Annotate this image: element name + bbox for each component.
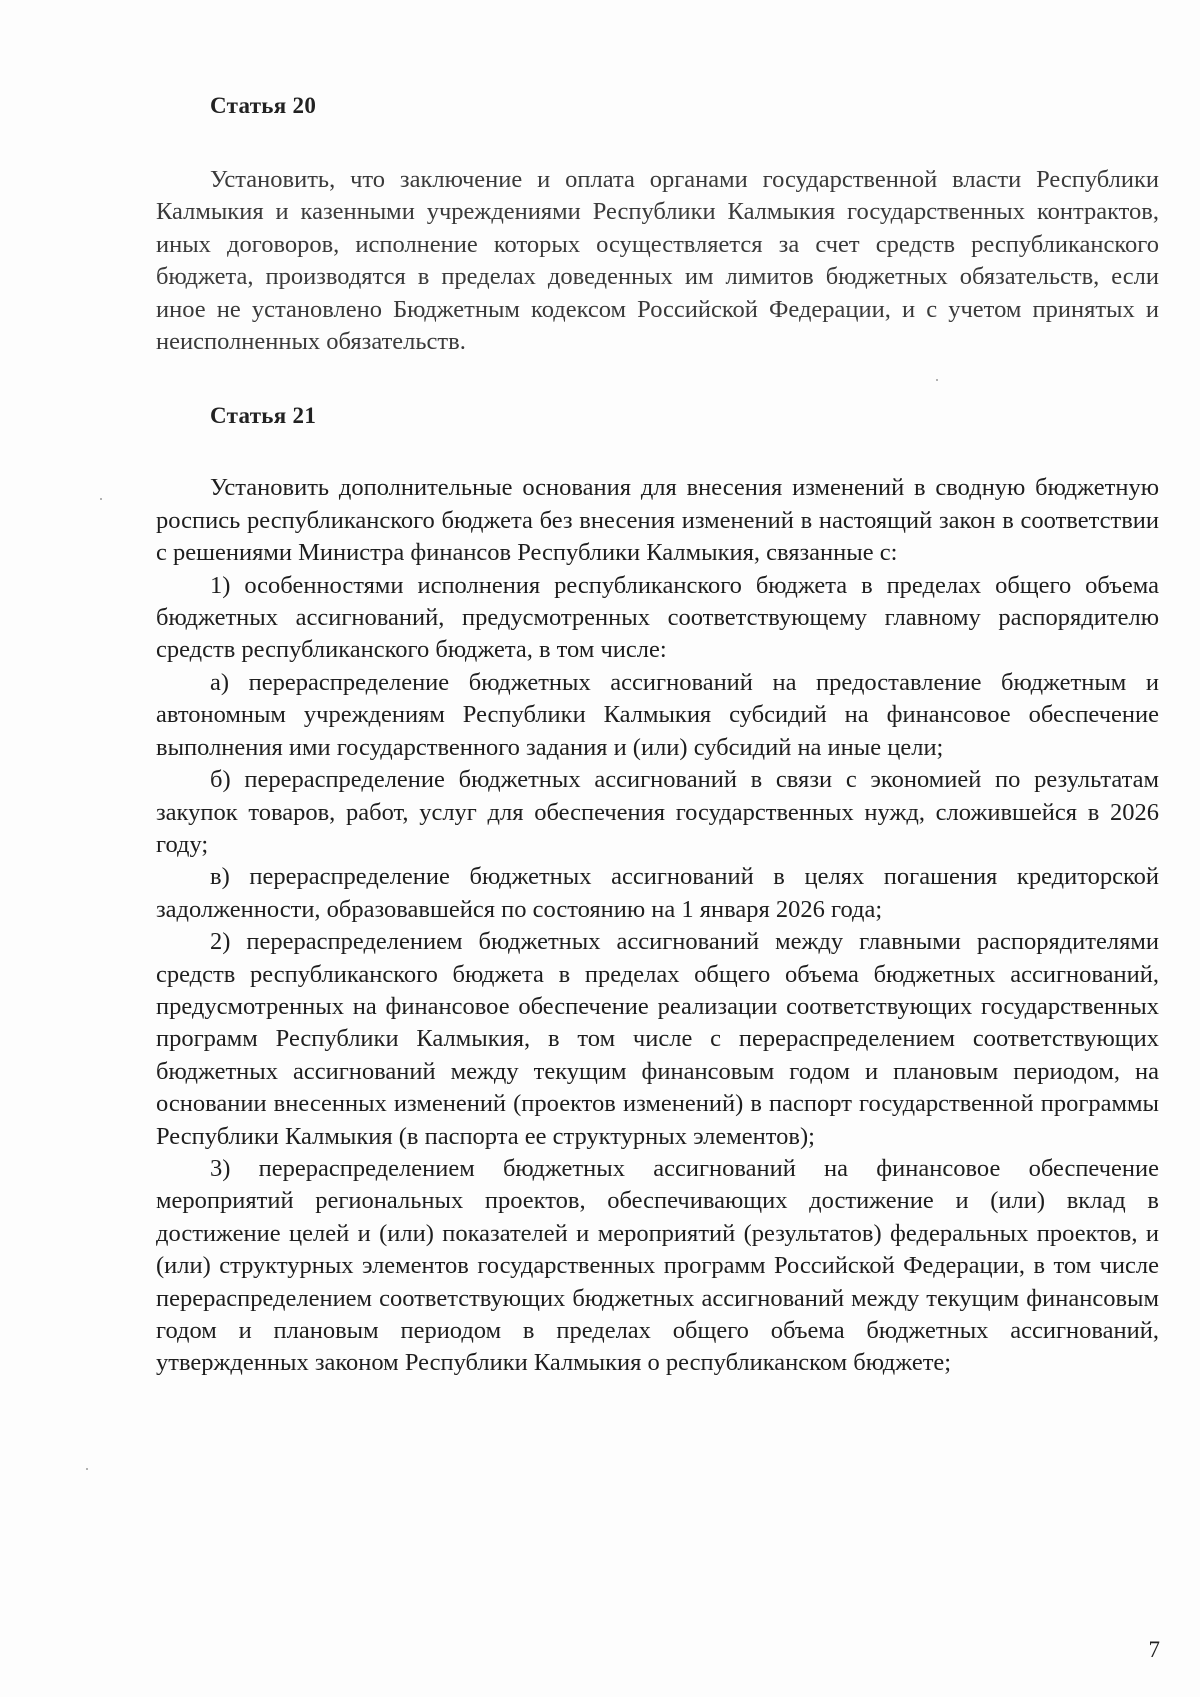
- article-20-paragraph: Установить, что заключение и оплата органами государственной власти Республики Калмыкия и казенными учреждениями Республики Калмыкия государственных контрактов, иных договоров, исполнение которых осуществляется за счет средств республиканского бюджета, производятся в пределах доведенных им лимитов бюджетных обязательств, если иное не установлено Бюджетным кодексом Российской Федерации, и с учетом принятых и неисполненных обязательств.: [156, 166, 1159, 356]
- article-21-intro-paragraph: Установить дополнительные основания для внесения изменений в сводную бюджетную роспись республиканского бюджета без внесения изменений в настоящий закон в соответствии с решениями Министра финансов Республики Калмыкия, связанные с:: [156, 474, 1159, 567]
- article-21-item-3: 3) перераспределением бюджетных ассигнований на финансовое обеспечение мероприятий региональных проектов, обеспечивающих достижение и (или) вклад в достижение целей и (или) показателей и мероприятий (результатов) федеральных проектов, и (или) структурных элементов государственных программ Российской Федерации, в том числе перераспределением соответствующих бюджетных ассигнований между текущим финансовым годом и плановым периодом в пределах общего объема бюджетных ассигнований, утвержденных законом Республики Калмыкия о республиканском бюджете;: [156, 1154, 1159, 1377]
- scan-speck: [86, 1468, 88, 1470]
- scan-speck: [100, 498, 102, 500]
- article-21-item-1a: а) перераспределение бюджетных ассигнований на предоставление бюджетным и автономным учреждениям Республики Калмыкия субсидий на финансовое обеспечение выполнения ими государственного задания и (или) субсидий на иные цели;: [156, 668, 1159, 761]
- article-21-item-1: 1) особенностями исполнения республиканского бюджета в пределах общего объема бюджетных ассигнований, предусмотренных соответствующему главному распорядителю средств республиканского бюджета, в том числе:: [156, 571, 1159, 664]
- document-body: [156, 88, 1159, 1380]
- page-number: 7: [1148, 1637, 1160, 1662]
- article-21-item-2: 2) перераспределением бюджетных ассигнований между главными распорядителями средств республиканского бюджета в пределах общего объема бюджетных ассигнований, предусмотренных на финансовое обеспечение реализации соответствующих государственных программ Республики Калмыкия, в том числе с перераспределением соответствующих бюджетных ассигнований между текущим финансовым годом и плановым периодом, на основании внесенных изменений (проектов изменений) в паспорт государственной программы Республики Калмыкия (в паспорта ее структурных элементов);: [156, 928, 1159, 1150]
- article-21-heading: Статья 21: [210, 403, 317, 429]
- article-21-item-1c: в) перераспределение бюджетных ассигнований в целях погашения кредиторской задолженности, образовавшейся по состоянию на 1 января 2026 года;: [156, 863, 1159, 923]
- article-21-item-1b: б) перераспределение бюджетных ассигнований в связи с экономией по результатам закупок товаров, работ, услуг для обеспечения государственных нужд, сложившейся в 2026 году;: [156, 766, 1159, 858]
- article-20-heading: Статья 20: [210, 93, 317, 118]
